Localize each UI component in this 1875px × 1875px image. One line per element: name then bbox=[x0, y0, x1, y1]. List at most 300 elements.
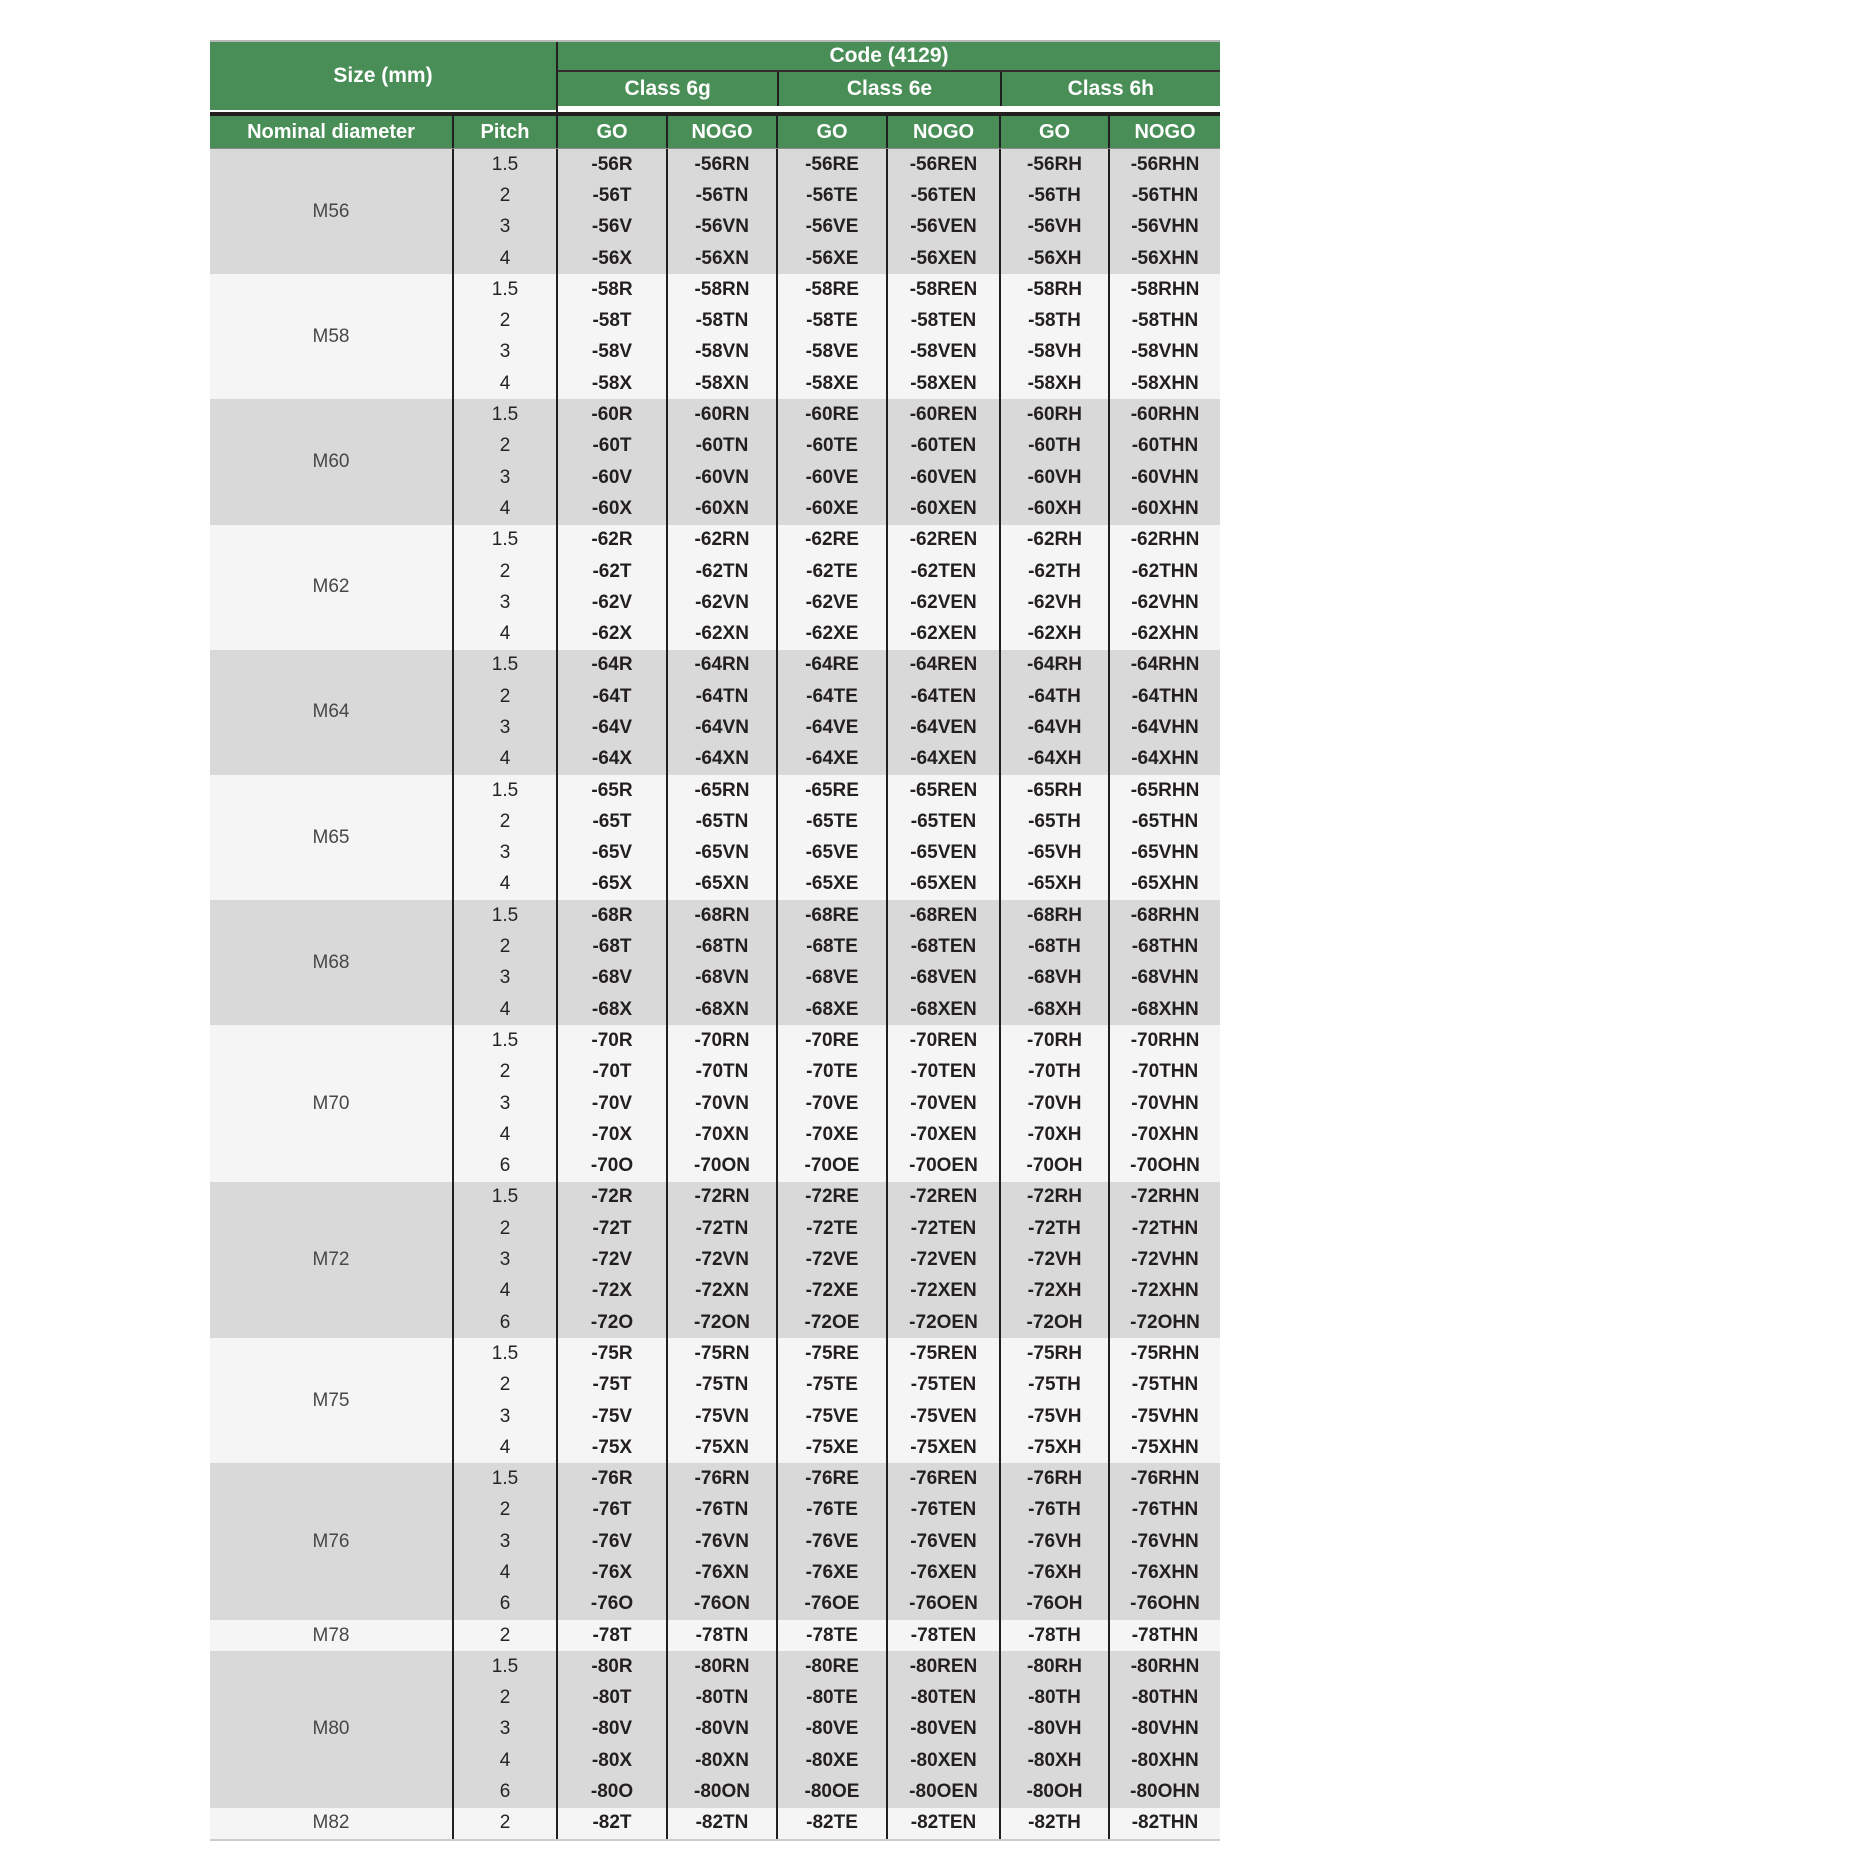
code-cell: -70RN bbox=[666, 1025, 776, 1056]
table-row bbox=[452, 431, 1220, 462]
pitch-cell: 1.5 bbox=[452, 149, 556, 180]
code-cell: -70RH bbox=[999, 1025, 1108, 1056]
code-cell: -68T bbox=[556, 931, 666, 962]
group-rows bbox=[452, 650, 1220, 775]
code-cell: -62TH bbox=[999, 556, 1108, 587]
code-cell: -68TEN bbox=[886, 931, 999, 962]
code-cell: -76ON bbox=[666, 1589, 776, 1620]
code-cell: -78TH bbox=[999, 1620, 1108, 1651]
table-row bbox=[452, 744, 1220, 775]
code-cell: -62VHN bbox=[1108, 587, 1220, 618]
pitch-cell: 3 bbox=[452, 963, 556, 994]
code-cell: -68XEN bbox=[886, 994, 999, 1025]
table-row bbox=[452, 1463, 1220, 1494]
size-group-M60 bbox=[210, 399, 1220, 524]
code-cell: -60REN bbox=[886, 399, 999, 430]
pitch-cell: 2 bbox=[452, 305, 556, 336]
code-cell: -62XN bbox=[666, 618, 776, 649]
code-cell: -76T bbox=[556, 1495, 666, 1526]
table-row bbox=[452, 1401, 1220, 1432]
code-cell: -68VN bbox=[666, 963, 776, 994]
code-cell: -70RHN bbox=[1108, 1025, 1220, 1056]
code-cell: -76TEN bbox=[886, 1495, 999, 1526]
code-cell: -56TEN bbox=[886, 180, 999, 211]
code-cell: -80TEN bbox=[886, 1683, 999, 1714]
code-cell: -58XHN bbox=[1108, 368, 1220, 399]
pitch-cell: 4 bbox=[452, 618, 556, 649]
code-header-cell: Code (4129) bbox=[558, 42, 1220, 72]
table-row bbox=[452, 1213, 1220, 1244]
code-cell: -64VHN bbox=[1108, 712, 1220, 743]
code-cell: -72X bbox=[556, 1276, 666, 1307]
code-cell: -75VE bbox=[776, 1401, 886, 1432]
pitch-cell: 1.5 bbox=[452, 399, 556, 430]
code-cell: -60XN bbox=[666, 493, 776, 524]
table-row bbox=[452, 1776, 1220, 1807]
code-cell: -58TN bbox=[666, 305, 776, 336]
group-rows bbox=[452, 1620, 1220, 1651]
code-cell: -60TE bbox=[776, 431, 886, 462]
code-cell: -60T bbox=[556, 431, 666, 462]
diameter-cell: M75 bbox=[312, 1389, 350, 1411]
code-cell: -62TN bbox=[666, 556, 776, 587]
code-cell: -68RN bbox=[666, 900, 776, 931]
code-cell: -76R bbox=[556, 1463, 666, 1494]
code-cell: -58VHN bbox=[1108, 337, 1220, 368]
pitch-cell: 4 bbox=[452, 1557, 556, 1588]
code-cell: -56X bbox=[556, 243, 666, 274]
code-cell: -65RH bbox=[999, 775, 1108, 806]
size-group-M75 bbox=[210, 1338, 1220, 1463]
code-cell: -70OE bbox=[776, 1151, 886, 1182]
code-cell: -56RHN bbox=[1108, 149, 1220, 180]
code-cell: -58XN bbox=[666, 368, 776, 399]
size-group-M68 bbox=[210, 900, 1220, 1025]
table-row bbox=[452, 1651, 1220, 1682]
pitch-cell: 1.5 bbox=[452, 525, 556, 556]
pitch-cell: 1.5 bbox=[452, 1651, 556, 1682]
code-cell: -65TN bbox=[666, 806, 776, 837]
code-cell: -70OH bbox=[999, 1151, 1108, 1182]
code-cell: -75VH bbox=[999, 1401, 1108, 1432]
group-rows bbox=[452, 1808, 1220, 1839]
code-cell: -80X bbox=[556, 1745, 666, 1776]
code-cell: -58T bbox=[556, 305, 666, 336]
code-cell: -60RN bbox=[666, 399, 776, 430]
code-cell: -68VEN bbox=[886, 963, 999, 994]
code-cell: -70OEN bbox=[886, 1151, 999, 1182]
code-cell: -64RN bbox=[666, 650, 776, 681]
code-cell: -56TN bbox=[666, 180, 776, 211]
code-cell: -60V bbox=[556, 462, 666, 493]
code-cell: -72XN bbox=[666, 1276, 776, 1307]
code-cell: -56TE bbox=[776, 180, 886, 211]
code-cell: -58VN bbox=[666, 337, 776, 368]
code-cell: -72THN bbox=[1108, 1213, 1220, 1244]
code-cell: -64VN bbox=[666, 712, 776, 743]
pitch-cell: 3 bbox=[452, 1714, 556, 1745]
code-cell: -60VH bbox=[999, 462, 1108, 493]
code-cell: -58TH bbox=[999, 305, 1108, 336]
code-cell: -72OE bbox=[776, 1307, 886, 1338]
code-cell: -64VE bbox=[776, 712, 886, 743]
code-cell: -76THN bbox=[1108, 1495, 1220, 1526]
code-cell: -56V bbox=[556, 212, 666, 243]
code-cell: -75TN bbox=[666, 1370, 776, 1401]
code-cell: -68XH bbox=[999, 994, 1108, 1025]
table-row bbox=[452, 1119, 1220, 1150]
code-cell: -65T bbox=[556, 806, 666, 837]
code-cell: -62T bbox=[556, 556, 666, 587]
code-cell: -68XE bbox=[776, 994, 886, 1025]
code-cell: -60TN bbox=[666, 431, 776, 462]
pitch-cell: 1.5 bbox=[452, 1338, 556, 1369]
code-cell: -65XEN bbox=[886, 869, 999, 900]
code-cell: -76XH bbox=[999, 1557, 1108, 1588]
code-cell: -80OE bbox=[776, 1776, 886, 1807]
pitch-cell: 2 bbox=[452, 431, 556, 462]
code-cell: -70X bbox=[556, 1119, 666, 1150]
code-cell: -62VH bbox=[999, 587, 1108, 618]
code-cell: -76RHN bbox=[1108, 1463, 1220, 1494]
table-row bbox=[452, 1526, 1220, 1557]
code-cell: -58V bbox=[556, 337, 666, 368]
pitch-cell: 3 bbox=[452, 1401, 556, 1432]
pitch-cell: 2 bbox=[452, 1620, 556, 1651]
table-row bbox=[452, 775, 1220, 806]
table-row bbox=[452, 650, 1220, 681]
code-cell: -56THN bbox=[1108, 180, 1220, 211]
code-cell: -76TH bbox=[999, 1495, 1108, 1526]
code-cell: -60TH bbox=[999, 431, 1108, 462]
code-cell: -64THN bbox=[1108, 681, 1220, 712]
code-cell: -70VE bbox=[776, 1088, 886, 1119]
code-cell: -62THN bbox=[1108, 556, 1220, 587]
code-cell: -80REN bbox=[886, 1651, 999, 1682]
code-cell: -65XH bbox=[999, 869, 1108, 900]
diameter-cell: M80 bbox=[312, 1718, 350, 1740]
code-cell: -58XE bbox=[776, 368, 886, 399]
code-cell: -80ON bbox=[666, 1776, 776, 1807]
code-cell: -75VN bbox=[666, 1401, 776, 1432]
code-cell: -65R bbox=[556, 775, 666, 806]
pitch-cell: 2 bbox=[452, 556, 556, 587]
group-rows bbox=[452, 1182, 1220, 1338]
code-cell: -60VN bbox=[666, 462, 776, 493]
pitch-cell: 2 bbox=[452, 1683, 556, 1714]
code-cell: -64XEN bbox=[886, 744, 999, 775]
code-cell: -72OEN bbox=[886, 1307, 999, 1338]
code-cell: -75RN bbox=[666, 1338, 776, 1369]
code-cell: -72R bbox=[556, 1182, 666, 1213]
code-cell: -58RE bbox=[776, 274, 886, 305]
code-cell: -65VN bbox=[666, 838, 776, 869]
code-cell: -72T bbox=[556, 1213, 666, 1244]
code-cell: -64TEN bbox=[886, 681, 999, 712]
size-group-M72 bbox=[210, 1182, 1220, 1338]
class-header-row bbox=[558, 72, 1220, 106]
table-row bbox=[452, 243, 1220, 274]
code-cell: -70REN bbox=[886, 1025, 999, 1056]
code-cell: -58RN bbox=[666, 274, 776, 305]
code-cell: -70V bbox=[556, 1088, 666, 1119]
code-cell: -70R bbox=[556, 1025, 666, 1056]
code-cell: -72RE bbox=[776, 1182, 886, 1213]
code-cell: -65XHN bbox=[1108, 869, 1220, 900]
code-cell: -62RH bbox=[999, 525, 1108, 556]
code-cell: -62VE bbox=[776, 587, 886, 618]
pitch-cell: 1.5 bbox=[452, 274, 556, 305]
code-cell: -82TE bbox=[776, 1808, 886, 1839]
diameter-cell: M58 bbox=[312, 325, 350, 347]
code-cell: -76VEN bbox=[886, 1526, 999, 1557]
code-cell: -56RN bbox=[666, 149, 776, 180]
code-cell: -62TEN bbox=[886, 556, 999, 587]
code-cell: -70VHN bbox=[1108, 1088, 1220, 1119]
code-cell: -80XE bbox=[776, 1745, 886, 1776]
table-row bbox=[452, 1370, 1220, 1401]
diameter-cell: M56 bbox=[312, 200, 350, 222]
code-cell: -80XH bbox=[999, 1745, 1108, 1776]
pitch-cell: 4 bbox=[452, 493, 556, 524]
code-cell: -64RH bbox=[999, 650, 1108, 681]
code-cell: -70TE bbox=[776, 1057, 886, 1088]
code-cell: -80XN bbox=[666, 1745, 776, 1776]
group-rows bbox=[452, 399, 1220, 524]
code-cell: -64XN bbox=[666, 744, 776, 775]
code-cell: -64REN bbox=[886, 650, 999, 681]
code-cell: -56VE bbox=[776, 212, 886, 243]
code-cell: -75XEN bbox=[886, 1432, 999, 1463]
code-cell: -78TE bbox=[776, 1620, 886, 1651]
code-cell: -78T bbox=[556, 1620, 666, 1651]
code-cell: -68VHN bbox=[1108, 963, 1220, 994]
pitch-cell: 6 bbox=[452, 1307, 556, 1338]
table-row bbox=[452, 1057, 1220, 1088]
code-cell: -72REN bbox=[886, 1182, 999, 1213]
code-cell: -72XEN bbox=[886, 1276, 999, 1307]
code-cell: -76OE bbox=[776, 1589, 886, 1620]
group-rows bbox=[452, 274, 1220, 399]
pitch-cell: 2 bbox=[452, 1808, 556, 1839]
code-cell: -76XHN bbox=[1108, 1557, 1220, 1588]
diameter-cell: M62 bbox=[312, 576, 350, 598]
column-header-go-6g: GO bbox=[556, 116, 666, 148]
table-row bbox=[452, 1495, 1220, 1526]
code-cell: -64XHN bbox=[1108, 744, 1220, 775]
code-cell: -75XE bbox=[776, 1432, 886, 1463]
pitch-cell: 1.5 bbox=[452, 1463, 556, 1494]
code-cell: -62V bbox=[556, 587, 666, 618]
code-cell: -82TN bbox=[666, 1808, 776, 1839]
code-cell: -58TEN bbox=[886, 305, 999, 336]
code-cell: -65VE bbox=[776, 838, 886, 869]
code-cell: -68XHN bbox=[1108, 994, 1220, 1025]
pitch-cell: 2 bbox=[452, 806, 556, 837]
class-6h-header-cell: Class 6h bbox=[1000, 72, 1220, 106]
diameter-cell: M65 bbox=[312, 826, 350, 848]
size-group-M82 bbox=[210, 1808, 1220, 1839]
pitch-cell: 4 bbox=[452, 1119, 556, 1150]
code-cell: -72OHN bbox=[1108, 1307, 1220, 1338]
table-row bbox=[452, 149, 1220, 180]
code-cell: -58VH bbox=[999, 337, 1108, 368]
code-cell: -68X bbox=[556, 994, 666, 1025]
code-cell: -70XN bbox=[666, 1119, 776, 1150]
code-cell: -68TH bbox=[999, 931, 1108, 962]
size-group-M58 bbox=[210, 274, 1220, 399]
table-header-top bbox=[210, 42, 1220, 116]
table-row bbox=[452, 1683, 1220, 1714]
code-cell: -80V bbox=[556, 1714, 666, 1745]
column-header-go-6h: GO bbox=[999, 116, 1108, 148]
table-row bbox=[452, 1745, 1220, 1776]
code-header-region bbox=[556, 42, 1220, 112]
code-cell: -64TN bbox=[666, 681, 776, 712]
code-cell: -75VEN bbox=[886, 1401, 999, 1432]
table-row bbox=[452, 994, 1220, 1025]
code-cell: -60THN bbox=[1108, 431, 1220, 462]
pitch-cell: 4 bbox=[452, 243, 556, 274]
table-row bbox=[452, 806, 1220, 837]
code-cell: -68VE bbox=[776, 963, 886, 994]
code-cell: -68RE bbox=[776, 900, 886, 931]
code-cell: -76OH bbox=[999, 1589, 1108, 1620]
code-cell: -58XH bbox=[999, 368, 1108, 399]
table-row bbox=[452, 963, 1220, 994]
diameter-cell: M78 bbox=[312, 1624, 350, 1646]
code-cell: -72RH bbox=[999, 1182, 1108, 1213]
pitch-cell: 3 bbox=[452, 712, 556, 743]
code-cell: -60RHN bbox=[1108, 399, 1220, 430]
code-cell: -56VN bbox=[666, 212, 776, 243]
code-cell: -75XN bbox=[666, 1432, 776, 1463]
code-cell: -62R bbox=[556, 525, 666, 556]
size-group-M70 bbox=[210, 1025, 1220, 1181]
pitch-cell: 3 bbox=[452, 212, 556, 243]
code-cell: -56TH bbox=[999, 180, 1108, 211]
table-row bbox=[452, 1307, 1220, 1338]
code-cell: -60XE bbox=[776, 493, 886, 524]
code-cell: -65TH bbox=[999, 806, 1108, 837]
code-cell: -64RE bbox=[776, 650, 886, 681]
code-cell: -75REN bbox=[886, 1338, 999, 1369]
pitch-cell: 1.5 bbox=[452, 900, 556, 931]
group-rows bbox=[452, 149, 1220, 274]
code-cell: -78THN bbox=[1108, 1620, 1220, 1651]
pitch-cell: 2 bbox=[452, 1057, 556, 1088]
code-cell: -64RHN bbox=[1108, 650, 1220, 681]
code-cell: -68TE bbox=[776, 931, 886, 962]
code-cell: -75X bbox=[556, 1432, 666, 1463]
table-row bbox=[452, 368, 1220, 399]
code-cell: -56XEN bbox=[886, 243, 999, 274]
code-cell: -72OH bbox=[999, 1307, 1108, 1338]
pitch-cell: 3 bbox=[452, 587, 556, 618]
code-cell: -76VN bbox=[666, 1526, 776, 1557]
table-row bbox=[452, 274, 1220, 305]
group-rows bbox=[452, 1463, 1220, 1619]
pitch-cell: 3 bbox=[452, 1526, 556, 1557]
table-row bbox=[452, 1276, 1220, 1307]
code-cell: -65TE bbox=[776, 806, 886, 837]
code-cell: -62X bbox=[556, 618, 666, 649]
code-cell: -70O bbox=[556, 1151, 666, 1182]
group-rows bbox=[452, 1338, 1220, 1463]
code-cell: -58TE bbox=[776, 305, 886, 336]
code-cell: -56XN bbox=[666, 243, 776, 274]
pitch-cell: 2 bbox=[452, 681, 556, 712]
code-cell: -65TEN bbox=[886, 806, 999, 837]
code-cell: -82TEN bbox=[886, 1808, 999, 1839]
code-cell: -70OHN bbox=[1108, 1151, 1220, 1182]
size-group-M62 bbox=[210, 525, 1220, 650]
code-cell: -70T bbox=[556, 1057, 666, 1088]
size-group-M78 bbox=[210, 1620, 1220, 1651]
code-cell: -58RH bbox=[999, 274, 1108, 305]
code-cell: -76VH bbox=[999, 1526, 1108, 1557]
code-cell: -80VH bbox=[999, 1714, 1108, 1745]
pitch-cell: 6 bbox=[452, 1151, 556, 1182]
pitch-cell: 2 bbox=[452, 1370, 556, 1401]
diameter-cell: M76 bbox=[312, 1530, 350, 1552]
column-header-diameter: Nominal diameter bbox=[247, 120, 415, 143]
group-rows bbox=[452, 1025, 1220, 1181]
code-cell: -75R bbox=[556, 1338, 666, 1369]
table-row bbox=[452, 1182, 1220, 1213]
code-cell: -75RE bbox=[776, 1338, 886, 1369]
table-row bbox=[452, 587, 1220, 618]
table-row bbox=[452, 838, 1220, 869]
code-cell: -72RN bbox=[666, 1182, 776, 1213]
code-cell: -80VN bbox=[666, 1714, 776, 1745]
size-group-M76 bbox=[210, 1463, 1220, 1619]
code-cell: -72VHN bbox=[1108, 1244, 1220, 1275]
code-cell: -76XEN bbox=[886, 1557, 999, 1588]
code-cell: -70TN bbox=[666, 1057, 776, 1088]
size-group-M64 bbox=[210, 650, 1220, 775]
code-cell: -64VH bbox=[999, 712, 1108, 743]
code-cell: -80RHN bbox=[1108, 1651, 1220, 1682]
code-cell: -70ON bbox=[666, 1151, 776, 1182]
code-cell: -80T bbox=[556, 1683, 666, 1714]
diameter-cell: M72 bbox=[312, 1249, 350, 1271]
code-cell: -72TH bbox=[999, 1213, 1108, 1244]
code-cell: -80XEN bbox=[886, 1745, 999, 1776]
group-rows bbox=[452, 900, 1220, 1025]
pitch-cell: 3 bbox=[452, 1088, 556, 1119]
code-cell: -60VE bbox=[776, 462, 886, 493]
table-row bbox=[452, 556, 1220, 587]
table-row bbox=[452, 900, 1220, 931]
code-cell: -70XE bbox=[776, 1119, 886, 1150]
code-cell: -56T bbox=[556, 180, 666, 211]
table-row bbox=[452, 931, 1220, 962]
pitch-cell: 2 bbox=[452, 1495, 556, 1526]
pitch-cell: 3 bbox=[452, 1244, 556, 1275]
code-cell: -65V bbox=[556, 838, 666, 869]
code-cell: -68V bbox=[556, 963, 666, 994]
code-cell: -62VN bbox=[666, 587, 776, 618]
code-cell: -72RHN bbox=[1108, 1182, 1220, 1213]
code-cell: -76TN bbox=[666, 1495, 776, 1526]
code-cell: -80OHN bbox=[1108, 1776, 1220, 1807]
table-row bbox=[452, 1088, 1220, 1119]
pitch-cell: 6 bbox=[452, 1589, 556, 1620]
code-cell: -58X bbox=[556, 368, 666, 399]
code-cell: -58REN bbox=[886, 274, 999, 305]
pitch-cell: 3 bbox=[452, 462, 556, 493]
